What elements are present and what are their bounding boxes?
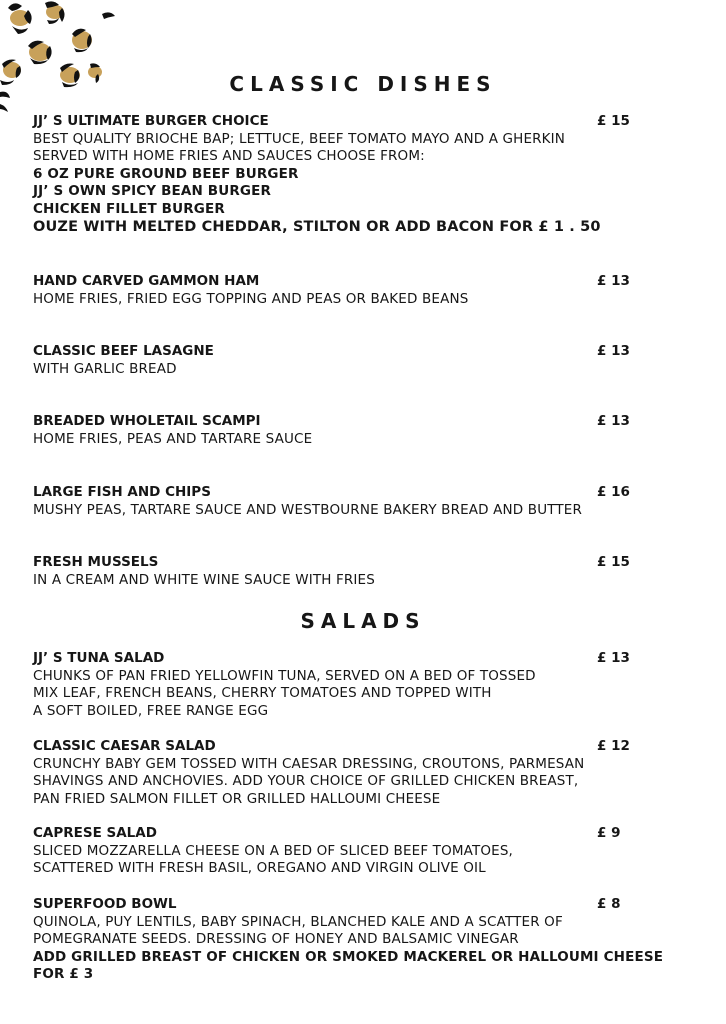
dish-description: CHUNKS OF PAN FRIED YELLOWFIN TUNA, SERVED ON A BED OF TOSSED — [33, 667, 536, 684]
dish-price: £ 8 — [597, 896, 621, 912]
dish-price: £ 9 — [597, 825, 621, 841]
dish-description: POMEGRANATE SEEDS. DRESSING OF HONEY AND BALSAMIC VINEGAR — [33, 931, 519, 947]
menu-item-caesar-salad — [33, 738, 693, 808]
menu-item-fresh-mussels — [33, 554, 693, 589]
dish-price: £ 15 — [597, 554, 630, 570]
dish-description: SLICED MOZZARELLA CHEESE ON A BED OF SLICED BEEF TOMATOES, — [33, 842, 513, 859]
menu-item-gammon-ham — [33, 273, 693, 308]
dish-description: MUSHY PEAS, TARTARE SAUCE AND WESTBOURNE BAKERY BREAD AND BUTTER — [33, 501, 582, 518]
dish-description: CRUNCHY BABY GEM TOSSED WITH CAESAR DRESSING, CROUTONS, PARMESAN — [33, 755, 585, 772]
dish-name: JJ’ S ULTIMATE BURGER CHOICE — [33, 113, 269, 129]
dish-name: LARGE FISH AND CHIPS — [33, 484, 211, 500]
menu-item-ultimate-burger — [33, 113, 693, 237]
dish-name: CAPRESE SALAD — [33, 825, 157, 841]
dish-name: HAND CARVED GAMMON HAM — [33, 273, 260, 289]
dish-description: IN A CREAM AND WHITE WINE SAUCE WITH FRIES — [33, 571, 375, 588]
menu-item-caprese-salad — [33, 825, 693, 878]
burger-option: CHICKEN FILLET BURGER — [33, 200, 225, 217]
menu-item-fish-and-chips — [33, 484, 693, 519]
dish-addon: ADD GRILLED BREAST OF CHICKEN OR SMOKED MACKEREL OR HALLOUMI CHEESE — [33, 948, 664, 965]
dish-description: SERVED WITH HOME FRIES AND SAUCES CHOOSE FROM: — [33, 148, 425, 164]
burger-option: 6 OZ PURE GROUND BEEF BURGER — [33, 165, 299, 182]
dish-description: HOME FRIES, FRIED EGG TOPPING AND PEAS OR BAKED BEANS — [33, 290, 469, 307]
dish-description: HOME FRIES, PEAS AND TARTARE SAUCE — [33, 430, 313, 447]
menu-item-superfood-bowl — [33, 896, 693, 984]
dish-description: SHAVINGS AND ANCHOVIES. ADD YOUR CHOICE OF GRILLED CHICKEN BREAST, — [33, 773, 579, 789]
dish-price: £ 13 — [597, 650, 630, 666]
dish-description: A SOFT BOILED, FREE RANGE EGG — [33, 702, 269, 719]
dish-price: £ 12 — [597, 738, 630, 754]
menu-item-beef-lasagne — [33, 343, 693, 378]
dish-addon-price: FOR £ 3 — [33, 966, 94, 982]
burger-topping-option: OUZE WITH MELTED CHEDDAR, STILTON OR ADD BACON FOR £ 1 . 50 — [33, 219, 601, 235]
dish-description: WITH GARLIC BREAD — [33, 360, 177, 377]
dish-description: BEST QUALITY BRIOCHE BAP; LETTUCE, BEEF TOMATO MAYO AND A GHERKIN — [33, 130, 566, 147]
dish-name: FRESH MUSSELS — [33, 554, 159, 570]
section-title-classic-dishes: CLASSIC DISHES — [229, 72, 497, 96]
dish-name: CLASSIC CAESAR SALAD — [33, 738, 216, 754]
dish-description: MIX LEAF, FRENCH BEANS, CHERRY TOMATOES AND TOPPED WITH — [33, 685, 492, 701]
menu-item-tuna-salad — [33, 650, 693, 720]
dish-description: PAN FRIED SALMON FILLET OR GRILLED HALLOUMI CHEESE — [33, 790, 441, 807]
dish-description: QUINOLA, PUY LENTILS, BABY SPINACH, BLANCHED KALE AND A SCATTER OF — [33, 913, 563, 930]
dish-price: £ 13 — [597, 273, 630, 289]
section-title-salads: SALADS — [300, 609, 426, 633]
dish-description: SCATTERED WITH FRESH BASIL, OREGANO AND VIRGIN OLIVE OIL — [33, 860, 486, 876]
dish-price: £ 15 — [597, 113, 630, 129]
dish-price: £ 16 — [597, 484, 630, 500]
dish-name: CLASSIC BEEF LASAGNE — [33, 343, 214, 359]
dish-name: SUPERFOOD BOWL — [33, 896, 177, 912]
dish-price: £ 13 — [597, 343, 630, 359]
leopard-print-decoration — [0, 0, 115, 120]
dish-name: JJ’ S TUNA SALAD — [33, 650, 165, 666]
dish-name: BREADED WHOLETAIL SCAMPI — [33, 413, 261, 429]
menu-item-scampi — [33, 413, 693, 448]
burger-option: JJ’ S OWN SPICY BEAN BURGER — [33, 183, 272, 199]
dish-price: £ 13 — [597, 413, 630, 429]
